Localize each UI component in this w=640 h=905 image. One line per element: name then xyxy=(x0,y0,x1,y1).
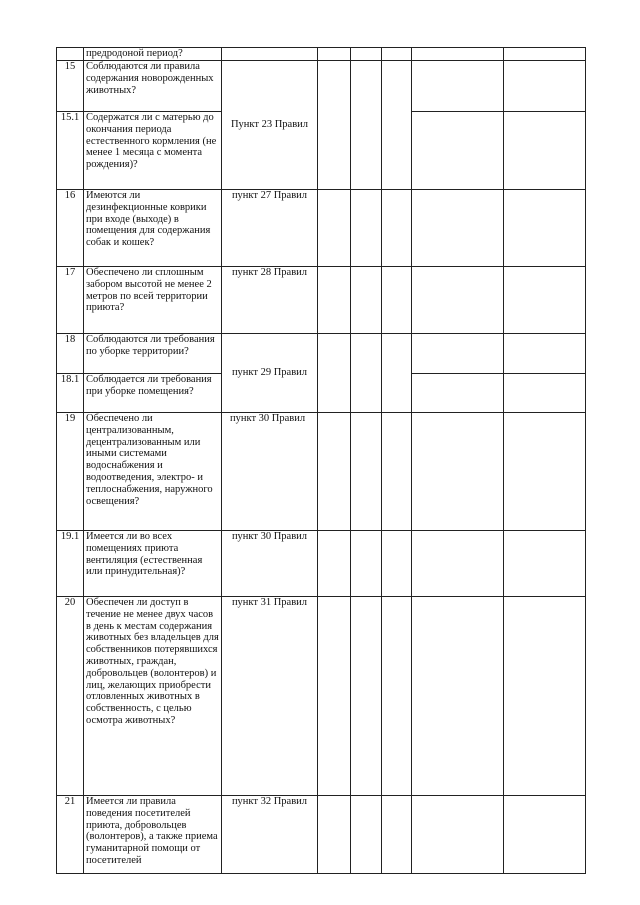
row-number: 15.1 xyxy=(57,112,84,190)
reference-cell: пункт 31 Правил xyxy=(222,597,318,796)
question-cell: Имеется ли правила поведения посетителей приюта, добровольцев (волонтеров), а также приема гуманитарной помощи от посетителей xyxy=(84,796,222,874)
table-row xyxy=(57,267,586,334)
question-cell: Содержатся ли с матерью до окончания периода естественного кормления (не менее 1 месяца с момента рождения)? xyxy=(84,112,222,190)
answer-yes-cell xyxy=(318,334,351,413)
reference-cell: пункт 27 Правил xyxy=(222,190,318,267)
note-cell xyxy=(504,190,586,267)
answer-yes-cell xyxy=(318,796,351,874)
checklist-table xyxy=(56,47,586,874)
row-number: 16 xyxy=(57,190,84,267)
answer-no-cell xyxy=(351,61,382,190)
note-cell xyxy=(504,531,586,597)
note-cell xyxy=(504,112,586,190)
answer-na-cell xyxy=(382,597,412,796)
table-row xyxy=(57,190,586,267)
answer-no-cell xyxy=(351,597,382,796)
reference-cell: пункт 28 Правил xyxy=(222,267,318,334)
answer-na-cell xyxy=(382,267,412,334)
question-cell: Обеспечено ли централизованным, децентрализованным или иными системами водоснабжения и водоотведения, электро- и теплоснабжения, наружного освещения? xyxy=(84,413,222,531)
answer-no-cell xyxy=(351,267,382,334)
row-number: 19.1 xyxy=(57,531,84,597)
extra-cell xyxy=(412,190,504,267)
note-cell xyxy=(504,597,586,796)
question-cell: Соблюдается ли требования при уборке помещения? xyxy=(84,374,222,413)
reference-cell: Пункт 23 Правил xyxy=(222,61,318,190)
table-row xyxy=(57,48,586,61)
answer-na-cell xyxy=(382,413,412,531)
question-cell: Обеспечено ли сплошным забором высотой не менее 2 метров по всей территории приюта? xyxy=(84,267,222,334)
answer-yes-cell xyxy=(318,597,351,796)
answer-na-cell xyxy=(382,334,412,413)
answer-yes-cell xyxy=(318,61,351,190)
reference-cell: пункт 30 Правил xyxy=(222,531,318,597)
extra-cell xyxy=(412,531,504,597)
note-cell xyxy=(504,374,586,413)
table-row xyxy=(57,597,586,796)
extra-cell xyxy=(412,374,504,413)
question-cell: Соблюдаются ли требования по уборке территории? xyxy=(84,334,222,374)
note-cell xyxy=(504,413,586,531)
extra-cell xyxy=(412,61,504,112)
note-cell xyxy=(504,796,586,874)
row-number: 20 xyxy=(57,597,84,796)
extra-cell xyxy=(412,334,504,374)
answer-na-cell xyxy=(382,190,412,267)
extra-cell xyxy=(412,112,504,190)
answer-na-cell xyxy=(382,61,412,190)
reference-cell xyxy=(222,48,318,61)
answer-no-cell xyxy=(351,531,382,597)
extra-cell xyxy=(412,796,504,874)
reference-cell: пункт 30 Правил xyxy=(222,413,318,531)
table-row xyxy=(57,796,586,874)
note-cell xyxy=(504,61,586,112)
table-row xyxy=(57,334,586,374)
row-number: 18.1 xyxy=(57,374,84,413)
row-number: 15 xyxy=(57,61,84,112)
answer-no-cell xyxy=(351,48,382,61)
reference-cell: пункт 32 Правил xyxy=(222,796,318,874)
answer-yes-cell xyxy=(318,190,351,267)
row-number xyxy=(57,48,84,61)
question-cell: предродоной период? xyxy=(84,48,222,61)
extra-cell xyxy=(412,413,504,531)
answer-yes-cell xyxy=(318,48,351,61)
extra-cell xyxy=(412,597,504,796)
table-row xyxy=(57,61,586,112)
question-cell: Имеется ли во всех помещениях приюта вентиляция (естественная или принудительная)? xyxy=(84,531,222,597)
answer-yes-cell xyxy=(318,413,351,531)
row-number: 21 xyxy=(57,796,84,874)
answer-no-cell xyxy=(351,413,382,531)
row-number: 18 xyxy=(57,334,84,374)
question-cell: Обеспечен ли доступ в течение не менее двух часов в день к местам содержания животных без владельцев для собственников потерявшихся животных, граждан, добровольцев (волонтеров) и лиц, желающих приобрести отловленных животных в собственность, с целью осмотра животных? xyxy=(84,597,222,796)
answer-yes-cell xyxy=(318,531,351,597)
table-row xyxy=(57,413,586,531)
answer-na-cell xyxy=(382,796,412,874)
answer-no-cell xyxy=(351,190,382,267)
answer-na-cell xyxy=(382,48,412,61)
row-number: 19 xyxy=(57,413,84,531)
reference-cell: пункт 29 Правил xyxy=(222,334,318,413)
answer-na-cell xyxy=(382,531,412,597)
note-cell xyxy=(504,267,586,334)
question-cell: Соблюдаются ли правила содержания новорожденных животных? xyxy=(84,61,222,112)
table-row xyxy=(57,531,586,597)
answer-yes-cell xyxy=(318,267,351,334)
answer-no-cell xyxy=(351,334,382,413)
extra-cell xyxy=(412,48,504,61)
note-cell xyxy=(504,48,586,61)
answer-no-cell xyxy=(351,796,382,874)
row-number: 17 xyxy=(57,267,84,334)
note-cell xyxy=(504,334,586,374)
question-cell: Имеются ли дезинфекционные коврики при входе (выходе) в помещения для содержания собак и кошек? xyxy=(84,190,222,267)
extra-cell xyxy=(412,267,504,334)
